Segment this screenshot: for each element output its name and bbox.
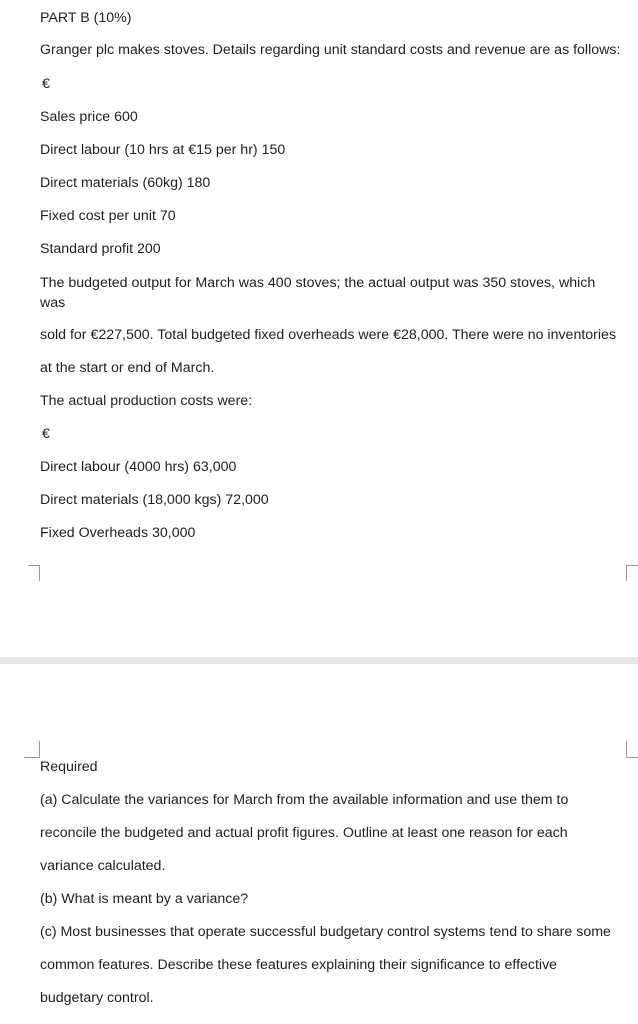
standard-item-sales-price: Sales price 600 <box>40 109 138 125</box>
question-a-line-2: reconcile the budgeted and actual profit figures. Outline at least one reason for each <box>40 825 568 841</box>
budget-text-line-2: sold for €227,500. Total budgeted fixed overheads were €28,000. There were no inventories <box>40 327 617 343</box>
standard-item-fixed-cost: Fixed cost per unit 70 <box>40 208 176 224</box>
crop-mark-top-left <box>24 741 40 758</box>
budget-text-line-1: The budgeted output for March was 400 stoves; the actual output was 350 stoves, which was <box>40 275 596 311</box>
question-a-line-1: (a) Calculate the variances for March from the available information and use them to <box>40 792 569 808</box>
standard-item-standard-profit: Standard profit 200 <box>40 241 161 257</box>
required-heading: Required <box>40 759 98 775</box>
crop-mark-bottom-left <box>28 565 40 581</box>
currency-symbol: € <box>42 76 50 92</box>
page-separator <box>0 657 638 664</box>
actual-item-direct-labour: Direct labour (4000 hrs) 63,000 <box>40 459 237 475</box>
actual-costs-heading: The actual production costs were: <box>40 393 253 409</box>
actual-currency-symbol: € <box>42 426 50 442</box>
budget-text-line-3: at the start or end of March. <box>40 360 215 376</box>
question-c-line-1: (c) Most businesses that operate successful budgetary control systems tend to share some <box>40 924 611 940</box>
question-c-line-2: common features. Describe these features explaining their significance to effective <box>40 957 558 973</box>
crop-mark-bottom-right <box>626 565 638 581</box>
intro-text: Granger plc makes stoves. Details regarding unit standard costs and revenue are as follows: <box>40 42 621 58</box>
question-c-line-3: budgetary control. <box>40 990 154 1006</box>
question-b: (b) What is meant by a variance? <box>40 891 249 907</box>
standard-item-direct-materials: Direct materials (60kg) 180 <box>40 175 211 191</box>
crop-mark-top-right <box>626 741 638 758</box>
question-a-line-3: variance calculated. <box>40 858 166 874</box>
part-heading: PART B (10%) <box>40 10 132 26</box>
actual-item-direct-materials: Direct materials (18,000 kgs) 72,000 <box>40 492 269 508</box>
standard-item-direct-labour: Direct labour (10 hrs at €15 per hr) 150 <box>40 142 286 158</box>
actual-item-fixed-overheads: Fixed Overheads 30,000 <box>40 525 196 541</box>
